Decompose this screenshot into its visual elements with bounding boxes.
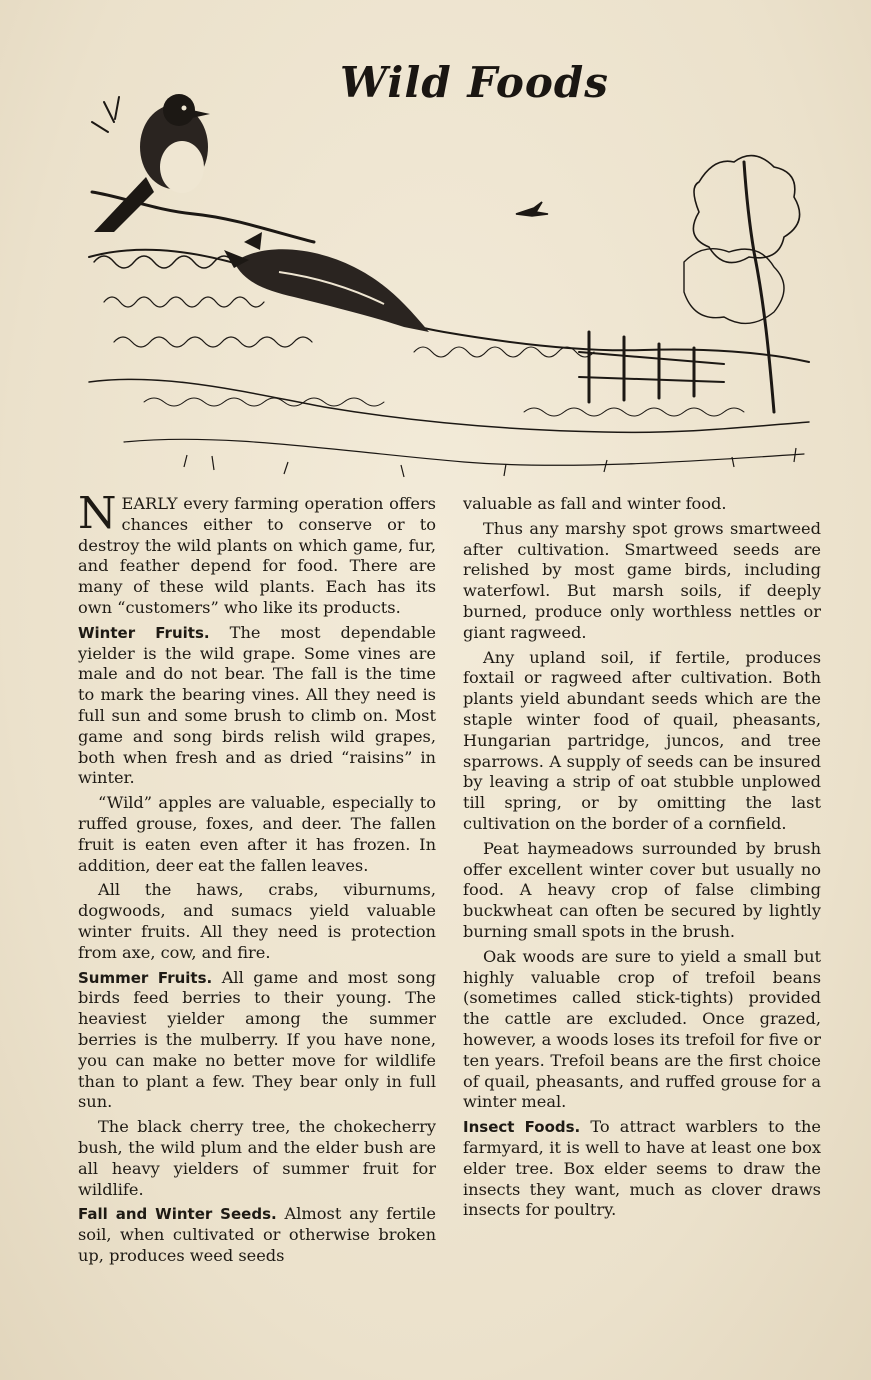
winter-fruits-paragraph [78,623,436,789]
upland-paragraph: Any upland soil, if fertile, produces foxtail or ragweed after cultivation. Both plants yield abundant seeds which are the staple winter food of quail, pheasants, Hungarian partridge, juncos, and tree sparrows. A supply of seeds can be insured by leaving a strip of oat stubble unplowed till spring, or by omitting the last cultivation on the border of a cornfield. [463,647,821,833]
intro-paragraph [78,488,436,619]
continuation-paragraph: valuable as fall and winter food. [463,494,727,513]
insect-foods-paragraph [463,1117,821,1221]
oak-paragraph: Oak woods are sure to yield a small but highly valuable crop of trefoil beans (sometimes called stick-tights) provided the cattle are excluded. Once grazed, however, a woods loses its trefoil for five or ten years. Trefoil beans are the first choice of quail, pheasants, and ruffed grouse for a winter meal. [463,946,821,1112]
black-cherry-paragraph: The black cherry tree, the chokecherry bush, the wild plum and the elder bush are all heavy yielders of summer fruit for wildlife. [78,1117,436,1199]
summer-fruits-paragraph [78,968,436,1114]
summer-fruits-text: All game and most song birds feed berries to their young. The heaviest yielder among the summer berries is the mulberry. If you have none, you can make no better move for wildlife than to plant a few. They bear only in full sun. [78,967,436,1112]
fall-seeds-heading: Fall and Winter Seeds. [78,1205,277,1224]
marshy-paragraph: Thus any marshy spot grows smartweed after cultivation. Smartweed seeds are relished by most game birds, including waterfowl. But marsh soils, if deeply burned, produce only worthless nettles or giant ragweed. [463,518,821,642]
insect-foods-text: To attract warblers to the farmyard, it is well to have at least one box elder tree. Box elder seems to draw the insects they want, much as clover draws insects for poultry. [463,1117,821,1220]
winter-fruits-heading: Winter Fruits. [78,623,210,642]
winter-fruits-text: The most dependable yielder is the wild grape. Some vines are male and do not bear. The fall is the time to mark the bearing vines. All they need is full sun and some brush to climb on. Most game and song birds relish wild grapes, both when fresh and as dried “raisins” in winter. [78,622,436,788]
peat-paragraph: Peat haymeadows surrounded by brush offer excellent winter cover but usually no food. A heavy crop of false climbing buckwheat can often be secured by lightly burning small spots in the brush. [463,838,821,941]
page-title: Wild Foods [340,58,609,107]
fall-seeds-paragraph [78,1204,436,1266]
birds-in-thicket-illustration [84,82,814,482]
insect-foods-heading: Insect Foods. [463,1118,581,1137]
haws-paragraph: All the haws, crabs, viburnums, dogwoods, and sumacs yield valuable winter fruits. All they need is protection from axe, cow, and fire. [78,880,436,962]
fall-seeds-text: Almost any fertile soil, when cultivated or otherwise broken up, produces weed seeds [78,1204,436,1265]
left-column [78,488,436,1271]
summer-fruits-heading: Summer Fruits. [78,968,213,987]
drop-cap: N [78,488,117,539]
intro-text: EARLY every farming operation offers chances either to conserve or to destroy the wild plants on which game, fur, and feather depend for food. There are many of these wild plants. Each has its own “customers” who like its products. [78,494,436,617]
right-column [463,494,821,1225]
wild-apples-paragraph: “Wild” apples are valuable, especially to ruffed grouse, foxes, and deer. The fallen fruit is eaten even after it has frozen. In addition, deer eat the fallen leaves. [78,793,436,875]
